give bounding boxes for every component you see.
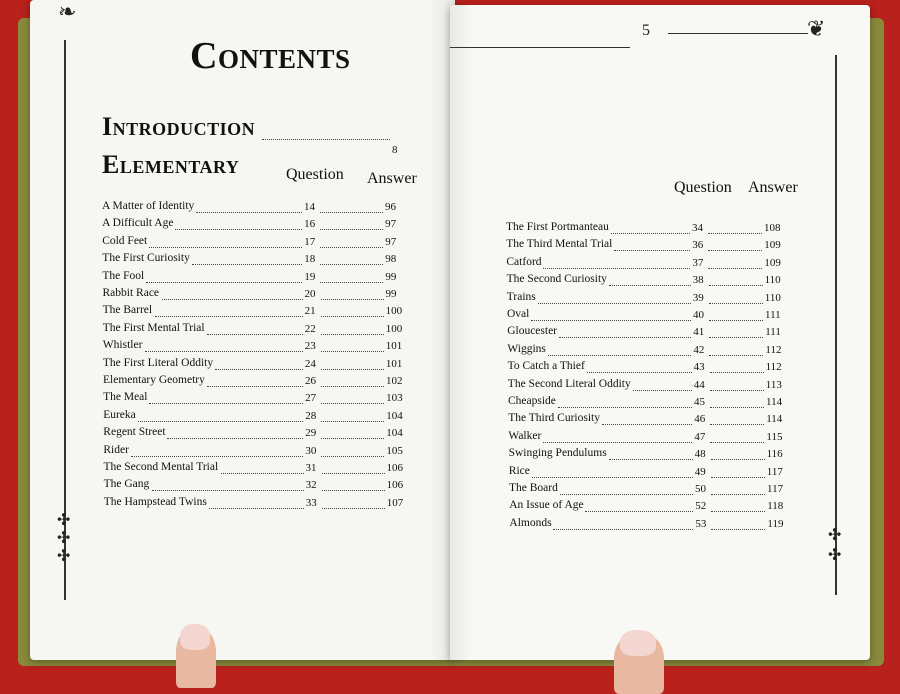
dot-leader bbox=[587, 372, 692, 373]
question-column-header: Question bbox=[674, 179, 732, 196]
dot-leader bbox=[322, 490, 385, 491]
section-heading: Introduction bbox=[102, 112, 256, 141]
dot-leader bbox=[709, 337, 763, 338]
answer-page-number: 112 bbox=[765, 343, 782, 356]
contents-entry-title: Eureka bbox=[103, 408, 136, 421]
dot-leader bbox=[711, 459, 765, 460]
contents-entry-title: Almonds bbox=[509, 516, 552, 529]
question-page-number: 41 bbox=[693, 326, 705, 339]
answer-page-number: 109 bbox=[764, 256, 781, 269]
question-page-number: 44 bbox=[693, 378, 705, 391]
question-page-number: 20 bbox=[304, 288, 316, 300]
dot-leader bbox=[531, 320, 691, 321]
dot-leader bbox=[138, 421, 303, 422]
answer-page-number: 106 bbox=[386, 462, 403, 474]
contents-entry-title: A Matter of Identity bbox=[102, 200, 195, 212]
contents-entry-title: Rider bbox=[103, 443, 129, 456]
contents-entry-title: The Second Literal Oddity bbox=[507, 377, 631, 390]
right-page bbox=[450, 5, 870, 660]
flourish-ornament-icon: ✣ bbox=[57, 510, 71, 529]
question-page-number: 21 bbox=[304, 305, 316, 318]
scroll-ornament-icon: ❦ bbox=[807, 17, 826, 42]
dot-leader bbox=[321, 421, 384, 422]
dot-leader bbox=[175, 229, 302, 230]
answer-page-number: 111 bbox=[765, 309, 781, 321]
contents-entry-title: Cheapside bbox=[508, 395, 556, 407]
contents-entry-title: Rice bbox=[508, 464, 530, 477]
answer-page-number: 99 bbox=[385, 288, 397, 300]
question-page-number: 31 bbox=[305, 462, 317, 474]
dot-leader bbox=[633, 390, 692, 391]
contents-entry-title: The Third Curiosity bbox=[508, 412, 600, 425]
dot-leader bbox=[609, 459, 693, 460]
contents-entry-title: Gloucester bbox=[507, 325, 558, 338]
answer-column-header: Answer bbox=[367, 170, 417, 187]
answer-page-number: 114 bbox=[766, 396, 783, 408]
contents-entry-title: Swinging Pendulums bbox=[508, 447, 607, 460]
dot-leader bbox=[321, 334, 384, 335]
answer-page-number: 112 bbox=[765, 361, 782, 374]
contents-entry-title: The Gang bbox=[103, 478, 150, 491]
dot-leader bbox=[708, 250, 762, 251]
dot-leader bbox=[711, 477, 765, 478]
contents-entry-title: Trains bbox=[506, 290, 536, 303]
question-page-number: 16 bbox=[304, 218, 316, 231]
header-rule bbox=[450, 47, 630, 48]
dot-leader bbox=[585, 511, 693, 512]
answer-column-header: Answer bbox=[748, 179, 798, 196]
dot-leader bbox=[155, 316, 303, 317]
dot-leader bbox=[708, 268, 762, 269]
question-page-number: 49 bbox=[694, 465, 706, 478]
question-page-number: 43 bbox=[693, 361, 705, 374]
answer-page-number: 101 bbox=[385, 357, 403, 370]
answer-page-number: 117 bbox=[766, 465, 783, 478]
dot-leader bbox=[710, 442, 764, 443]
dot-leader bbox=[221, 473, 304, 474]
dot-leader bbox=[192, 264, 302, 265]
question-page-number: 38 bbox=[692, 274, 704, 287]
page-title: Contents bbox=[190, 35, 351, 77]
dot-leader bbox=[538, 303, 691, 304]
dot-leader bbox=[321, 369, 384, 370]
contents-entry-title: Elementary Geometry bbox=[103, 374, 205, 386]
thumbnail bbox=[180, 624, 210, 650]
dot-leader bbox=[708, 233, 762, 234]
answer-page-number: 115 bbox=[766, 430, 783, 443]
answer-page-number: 105 bbox=[386, 444, 403, 457]
contents-entry-title: Whistler bbox=[102, 339, 143, 352]
dot-leader bbox=[196, 212, 302, 213]
flourish-ornament-icon: ✣ bbox=[828, 525, 842, 544]
question-page-number: 36 bbox=[692, 239, 704, 252]
question-page-number: 50 bbox=[695, 483, 706, 495]
section-page-number: 8 bbox=[392, 144, 398, 156]
answer-page-number: 97 bbox=[385, 235, 397, 248]
right-border-line bbox=[835, 55, 837, 595]
question-page-number: 23 bbox=[304, 340, 316, 353]
scroll-ornament-icon: ❧ bbox=[58, 0, 77, 25]
dot-leader bbox=[711, 511, 765, 512]
answer-page-number: 103 bbox=[386, 392, 403, 405]
dot-leader bbox=[710, 424, 764, 425]
question-page-number: 42 bbox=[693, 343, 705, 356]
dot-leader bbox=[321, 403, 384, 404]
dot-leader bbox=[602, 424, 692, 425]
dot-leader bbox=[321, 456, 384, 457]
dot-leader bbox=[709, 303, 763, 304]
question-page-number: 26 bbox=[305, 375, 316, 387]
answer-page-number: 110 bbox=[764, 274, 781, 287]
dot-leader bbox=[207, 386, 303, 387]
answer-page-number: 117 bbox=[767, 483, 784, 495]
dot-leader bbox=[709, 285, 763, 286]
dot-leader bbox=[710, 407, 764, 408]
answer-page-number: 116 bbox=[766, 448, 783, 461]
page-number: 5 bbox=[642, 22, 650, 39]
question-page-number: 48 bbox=[694, 448, 706, 461]
dot-leader bbox=[711, 529, 765, 530]
contents-entry-title: The First Portmanteau bbox=[506, 221, 609, 233]
dot-leader bbox=[207, 334, 303, 335]
answer-page-number: 102 bbox=[386, 375, 403, 387]
question-page-number: 29 bbox=[305, 427, 317, 440]
dot-leader bbox=[710, 390, 764, 391]
answer-page-number: 99 bbox=[385, 270, 397, 283]
dot-leader bbox=[611, 233, 690, 234]
contents-entry-title: The Barrel bbox=[102, 304, 153, 317]
dot-leader bbox=[322, 508, 385, 509]
answer-page-number: 108 bbox=[764, 222, 781, 234]
question-page-number: 14 bbox=[304, 201, 315, 213]
question-page-number: 46 bbox=[694, 413, 706, 426]
dot-leader bbox=[321, 316, 384, 317]
dot-leader bbox=[320, 229, 383, 230]
dot-leader bbox=[167, 438, 303, 439]
question-page-number: 39 bbox=[692, 291, 704, 304]
dot-leader bbox=[553, 529, 693, 530]
dot-leader bbox=[209, 508, 304, 509]
dot-leader bbox=[321, 386, 384, 387]
contents-entry-title: The Second Curiosity bbox=[506, 273, 607, 286]
contents-entry-title: The Fool bbox=[102, 269, 145, 282]
contents-entry-title: Cold Feet bbox=[102, 234, 148, 247]
question-page-number: 28 bbox=[305, 409, 317, 422]
dot-leader bbox=[320, 282, 383, 283]
dot-leader bbox=[543, 268, 690, 269]
contents-entry-title: The Third Mental Trial bbox=[506, 238, 613, 251]
dot-leader bbox=[320, 247, 383, 248]
answer-page-number: 119 bbox=[767, 517, 784, 530]
contents-entry-title: The Board bbox=[509, 482, 558, 494]
dot-leader bbox=[558, 407, 692, 408]
dot-leader bbox=[614, 250, 690, 251]
answer-page-number: 98 bbox=[385, 253, 397, 266]
section-heading: Elementary bbox=[102, 150, 240, 179]
contents-entry-title: An Issue of Age bbox=[509, 499, 584, 512]
answer-page-number: 100 bbox=[385, 322, 403, 335]
flourish-ornament-icon: ✣ bbox=[57, 546, 71, 565]
dot-leader bbox=[145, 351, 303, 352]
dot-leader bbox=[262, 139, 390, 140]
dot-leader bbox=[560, 494, 693, 495]
question-page-number: 37 bbox=[692, 256, 704, 269]
dot-leader bbox=[321, 351, 384, 352]
dot-leader bbox=[149, 403, 303, 404]
dot-leader bbox=[548, 355, 691, 356]
answer-page-number: 111 bbox=[765, 326, 781, 339]
question-page-number: 30 bbox=[305, 444, 317, 457]
dot-leader bbox=[215, 369, 303, 370]
dot-leader bbox=[320, 212, 383, 213]
question-page-number: 24 bbox=[304, 357, 316, 370]
question-page-number: 17 bbox=[304, 235, 316, 248]
question-page-number: 27 bbox=[305, 392, 317, 405]
contents-entry-title: The First Literal Oddity bbox=[102, 356, 214, 369]
contents-entry-title: The Meal bbox=[103, 391, 148, 404]
question-page-number: 32 bbox=[305, 479, 317, 492]
contents-entry-title: Regent Street bbox=[103, 426, 166, 439]
answer-page-number: 96 bbox=[385, 201, 396, 213]
flourish-ornament-icon: ✣ bbox=[828, 545, 842, 564]
contents-entry-title: The Second Mental Trial bbox=[103, 461, 219, 473]
answer-page-number: 113 bbox=[765, 378, 782, 391]
dot-leader bbox=[149, 247, 302, 248]
contents-entry-title: The Hampstead Twins bbox=[103, 495, 207, 508]
dot-leader bbox=[322, 473, 385, 474]
answer-page-number: 104 bbox=[386, 409, 403, 422]
contents-entry-title: Rabbit Race bbox=[102, 287, 160, 299]
question-page-number: 34 bbox=[692, 222, 703, 234]
dot-leader bbox=[321, 299, 384, 300]
dot-leader bbox=[162, 299, 303, 300]
dot-leader bbox=[709, 320, 763, 321]
question-page-number: 22 bbox=[304, 322, 316, 335]
answer-page-number: 114 bbox=[766, 413, 783, 426]
answer-page-number: 106 bbox=[386, 479, 404, 492]
contents-entry-title: To Catch a Thief bbox=[507, 360, 585, 373]
dot-leader bbox=[532, 477, 693, 478]
thumbnail bbox=[620, 630, 656, 656]
answer-page-number: 100 bbox=[385, 305, 403, 318]
question-page-number: 19 bbox=[304, 270, 316, 283]
left-page bbox=[30, 0, 455, 660]
answer-page-number: 109 bbox=[764, 239, 781, 252]
contents-entry-title: The First Mental Trial bbox=[102, 321, 205, 334]
question-page-number: 53 bbox=[695, 517, 707, 530]
contents-entry-title: The First Curiosity bbox=[102, 252, 190, 265]
answer-page-number: 104 bbox=[386, 427, 403, 440]
flourish-ornament-icon: ✣ bbox=[57, 528, 71, 547]
dot-leader bbox=[543, 442, 692, 443]
contents-entry-title: Wiggins bbox=[507, 342, 546, 355]
question-page-number: 45 bbox=[694, 396, 705, 408]
answer-page-number: 97 bbox=[385, 218, 397, 231]
dot-leader bbox=[320, 264, 383, 265]
dot-leader bbox=[559, 337, 691, 338]
contents-entry-title: A Difficult Age bbox=[102, 217, 174, 230]
answer-page-number: 110 bbox=[764, 291, 781, 304]
answer-page-number: 118 bbox=[767, 500, 784, 513]
dot-leader bbox=[321, 438, 384, 439]
dot-leader bbox=[709, 355, 763, 356]
dot-leader bbox=[152, 490, 304, 491]
contents-entry-title: Oval bbox=[507, 308, 530, 320]
dot-leader bbox=[711, 494, 765, 495]
answer-page-number: 101 bbox=[385, 340, 403, 353]
question-column-header: Question bbox=[286, 166, 344, 183]
question-page-number: 40 bbox=[693, 309, 704, 321]
header-rule bbox=[668, 33, 808, 34]
contents-entry-title: Catford bbox=[506, 255, 542, 268]
contents-entry-title: Walker bbox=[508, 429, 542, 442]
dot-leader bbox=[146, 282, 302, 283]
question-page-number: 47 bbox=[694, 430, 706, 443]
question-page-number: 33 bbox=[305, 496, 317, 509]
dot-leader bbox=[131, 456, 303, 457]
question-page-number: 52 bbox=[695, 500, 707, 513]
dot-leader bbox=[609, 285, 691, 286]
question-page-number: 18 bbox=[304, 253, 316, 266]
answer-page-number: 107 bbox=[386, 496, 404, 509]
dot-leader bbox=[710, 372, 764, 373]
